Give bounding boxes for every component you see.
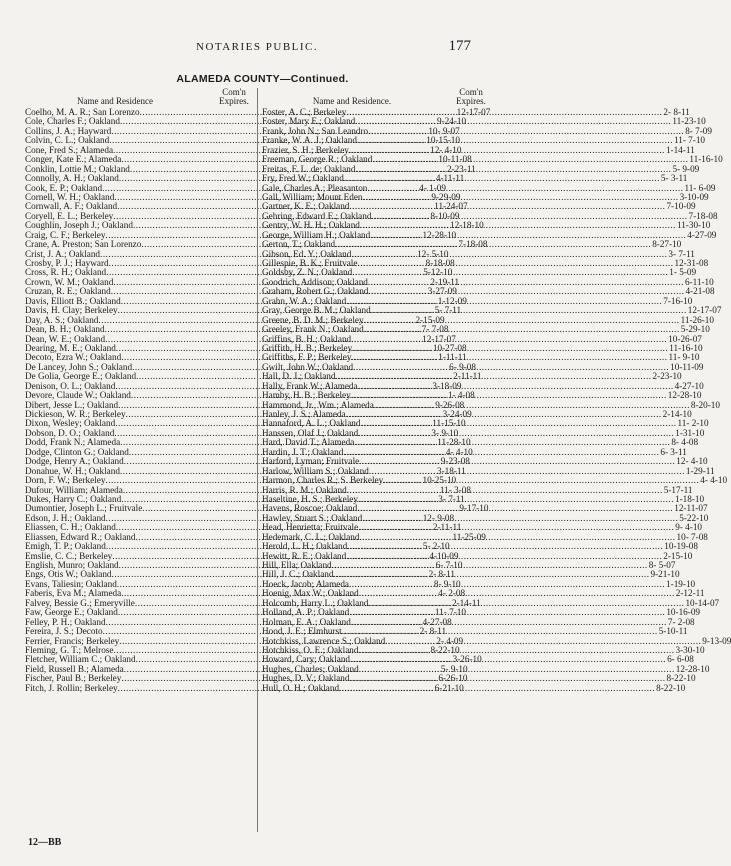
commission-expires: 4-27-08 [422,616,452,627]
commission-expires: 5-22-10 [679,512,709,523]
notary-name-residence: Grahn, W. A.; Oakland [262,295,347,306]
notary-name-residence: Goldsby, Z. N.; Oakland [262,267,353,278]
right-column-header [262,84,494,108]
commission-expires: 10-27-08 [432,342,467,353]
commission-expires: 2-11-11 [453,371,482,382]
commission-expires: 11-24-07 [434,201,468,212]
notary-name-residence: Harlow, William S.; Oakland [262,465,369,476]
notary-name-residence: Griffins, B. H.; Oakland [262,333,352,344]
commission-expires: 10-16-09 [666,607,701,618]
notary-name-residence: Devore, Claude W.; Oakland [25,390,131,401]
notary-name-residence: Hewitt, R. E.; Oakland [262,550,347,561]
commission-expires: 7-18-08 [688,210,718,221]
right-entry-list [262,107,731,693]
notary-name-residence: Dixon, Wesley; Oakland [25,418,116,429]
commission-expires: 11- 3-08 [439,484,471,495]
notary-name-residence: Hoeck, Jacob; Alameda [262,578,349,589]
commission-expires: 4- 1-09 [419,182,446,193]
notary-name-residence: Emigh, T. P.; Oakland [25,541,106,552]
commission-expires: 7-18-08 [458,239,488,250]
notary-name-residence: Goodrich, Addison; Oakland [262,276,368,287]
commission-expires: 4- 4-10 [700,475,728,486]
notary-name-residence: Crist, J. A.; Oakland [25,248,101,259]
notary-name-residence: Dickieson, W. R.; Berkeley [25,409,126,419]
notary-name-residence: Engs, Otis W.; Oakland [25,569,112,580]
notary-name-residence: Hood, J. E.; Elmhurst [262,626,342,637]
commission-expires: 11-26-10 [680,314,714,325]
commission-expires: 5- 9-09 [672,163,700,174]
notary-name-residence: Fry, Fred W.; Oakland [262,173,344,184]
notary-name-residence: English, Munro; Oakland [25,560,119,570]
commission-expires: 12- 4-10 [430,144,462,155]
notary-name-residence: Field, Russell B.; Alameda [25,663,124,674]
notary-name-residence: Colvin, C. L.; Oakland [25,135,110,146]
commission-expires: 1-12-09 [437,295,467,306]
notary-name-residence: Frank, John N.; San Leandro [262,125,369,136]
leader-dots [339,684,655,693]
notary-name-residence: Gillespie, B. K.; Fruitvale [262,258,358,268]
commission-expires: 1-14-11 [665,144,695,155]
commission-expires: 8-27-10 [652,239,682,250]
commission-expires: 9-29-09 [431,191,461,202]
notary-name-residence: Donahue, W. H.; Oakland [25,465,120,476]
notary-name-residence: Falvey, Bessie G.; Emeryville [25,597,135,608]
commission-expires: 6- 3-11 [660,446,687,457]
notary-entry [262,682,686,693]
commission-expires: 10-11-08 [438,154,472,165]
commission-expires: 8- 4-08 [671,437,699,448]
commission-expires: 2-19-11 [430,276,460,287]
commission-expires: 2-23-10 [652,371,682,382]
notary-name-residence: Dobson, D. O.; Oakland [25,427,115,438]
notary-name-residence: Hard, David T.; Alameda [262,437,355,448]
running-head [0,38,525,57]
notary-name-residence: Crosby, P. J.; Hayward [25,258,109,268]
commission-expires: 10- 9-07 [428,125,460,136]
notary-name-residence: Howard, Cary; Oakland [262,654,351,665]
notary-name-residence: Greene, B. D. M.; Berkeley [262,314,364,325]
notary-name-residence: Conger, Kate E.; Alameda [25,154,122,165]
commission-expires: 6-21-10 [434,682,464,693]
commission-expires: 10-26-07 [668,333,702,344]
commission-expires: 12-17-07 [456,107,491,117]
commission-expires: 8- 7-09 [685,125,712,136]
notary-name-residence: Holman, E. A.; Oakland [262,616,351,627]
notary-name-residence: Eliassen, Edward R.; Oakland [25,531,136,542]
commission-expires: 1- 4-08 [447,390,475,401]
notary-name-residence: Davis, H. Clay; Berkeley [25,305,118,316]
notary-name-residence: Crown, W. M.; Oakland [25,276,114,287]
notary-name-residence: Fischer, Paul B.; Berkeley [25,673,122,684]
notary-name-residence: Gall, William; Mount Eden [262,191,363,202]
commission-expires: 7- 7-08 [421,324,449,335]
notary-name-residence: Hanley, J. S.; Alameda [262,409,346,419]
commission-expires: 11- 7-10 [673,135,706,146]
commission-expires: 10-25-10 [422,475,457,486]
commission-expires: 12-11-07 [674,503,708,514]
commission-expires: 2- 8-11 [419,626,447,637]
notary-name-residence: Griffiths, F. P.; Berkeley [262,352,352,363]
notary-name-residence: Coryell, E. L.; Berkeley [25,210,114,221]
notary-name-residence: Foster, Mary E.; Oakland [262,116,356,127]
notary-name-residence: Hull, O. H.; Oakland [262,682,340,693]
commission-expires: 11-23-10 [672,116,706,127]
notary-name-residence: Hill, Ella; Oakland [262,560,332,570]
notary-name-residence: Cornwall, A. F.; Oakland [25,201,118,212]
right-com-label: Com'n [459,87,483,97]
commission-expires: 2-14-10 [662,409,692,419]
commission-expires: 2- 8-11 [428,569,456,580]
commission-expires: 11-16-10 [669,342,703,353]
left-expires-header [211,88,257,106]
notary-name-residence: Ferrier, Francis; Berkeley [25,635,120,646]
notary-name-residence: Day, A. S.; Oakland [25,314,99,325]
commission-expires: 2- 8-11 [663,107,690,117]
notary-name-residence: Freeman, George R.; Oakland [262,154,373,165]
notary-name-residence: Hally, Frank W.; Alameda [262,380,358,391]
notary-name-residence: Emslie, C. C.; Berkeley [25,550,113,561]
notary-name-residence: Dukes, Harry C.; Oakland [25,493,122,504]
commission-expires: 11-30-10 [676,220,711,231]
notary-name-residence: Harmon, Charles R.; S. Berkeley [262,475,384,486]
notary-name-residence: Dean, W. E.; Oakland [25,333,106,344]
notary-name-residence: Hardin, J. T.; Oakland [262,446,344,457]
notary-name-residence: Fleming, G. T.; Melrose [25,644,114,655]
notary-name-residence: Faw, George E.; Oakland [25,607,118,618]
notary-name-residence: Edson, J. H.; Oakland [25,512,106,523]
commission-expires: 8-18-08 [425,258,455,268]
commission-expires: 11- 9-10 [668,352,700,363]
notary-name-residence: Cross, R. H.; Oakland [25,267,107,278]
left-name-header: Name and Residence [77,96,153,106]
commission-expires: 5-29-10 [680,324,710,335]
commission-expires: 1-18-10 [674,493,705,504]
commission-expires: 3- 7-11 [668,248,695,259]
commission-expires: 12- 9-08 [422,512,455,523]
notary-name-residence: Dufour, William; Alameda [25,484,123,495]
notary-name-residence: Hanssen, Olaf J.; Oakland [262,427,359,438]
notary-name-residence: Harford, Lyman; Fruitvale [262,456,360,467]
signature-mark: 12—BB [28,837,62,848]
commission-expires: 5- 2-10 [422,541,450,552]
commission-expires: 12- 5-10 [417,248,449,259]
commission-expires: 2-15-09 [415,314,445,325]
commission-expires: 9-17-10 [459,503,489,514]
notary-name-residence: Hammond, Jr., Wm.; Alameda [262,399,374,410]
commission-expires: 4-27-10 [674,380,704,391]
commission-expires: 9-13-09 [702,635,731,646]
commission-expires: 12-17-07 [687,305,722,316]
commission-expires: 1-11-11 [438,352,467,363]
commission-expires: 7-16-10 [663,295,693,306]
notary-name-residence: Gibson, Ed. Y.; Oakland [262,248,352,259]
notary-name-residence: Hawley, Stuart S.; Oakland [262,512,363,523]
notary-name-residence: Hannaford, A. L.; Oakland [262,418,361,429]
commission-expires: 3-26-10 [452,654,482,665]
commission-expires: 10-11-09 [670,361,704,372]
commission-expires: 3-10-09 [679,191,709,202]
commission-expires: 1-19-10 [666,578,696,589]
commission-expires: 2-14-11 [451,597,481,608]
notary-name-residence: Denison, O. L.; Oakland [25,380,116,391]
commission-expires: 11-15-10 [432,418,466,429]
commission-expires: 5-10-11 [658,626,688,637]
column-divider [257,88,258,832]
notary-name-residence: Craig, C. F.; Berkeley [25,229,106,240]
commission-expires: 8- 5-07 [648,560,676,570]
notary-name-residence: Gentry, W. H. H.; Oakland [262,220,360,231]
commission-expires: 9-26-08 [435,399,465,410]
right-expires-header [448,88,494,106]
notary-name-residence: Fletcher, William C.; Oakland [25,654,136,665]
notary-name-residence: Faberis, Eva M.; Alameda [25,588,122,599]
notary-name-residence: Decoto, Ezra W.; Oakland [25,352,122,363]
notary-name-residence: Eliassen, C. H.; Oakland [25,522,116,533]
notary-name-residence: Coelho, M. A. R.; San Lorenzo [25,107,140,117]
notary-name-residence: Fereira, J. S.; Decoto [25,626,103,637]
commission-expires: 1-31-10 [675,427,705,438]
notary-name-residence: De Golia, George E.; Oakland [25,371,137,382]
commission-expires: 3-18-11 [436,465,466,476]
right-expires-label: Expires. [456,96,486,106]
notary-name-residence: Greeley, Frank N.; Oakland [262,324,364,335]
notary-name-residence: Dumontier, Joseph L.; Fruitvale [25,503,143,514]
notary-name-residence: Collins, J. A.; Hayward [25,125,112,136]
commission-expires: 11- 7-10 [434,607,466,618]
right-column [262,84,731,693]
notary-name-residence: Felley, P. H.; Oakland [25,616,106,627]
notary-name-residence: Hughes, D. V.; Oakland [262,673,350,684]
notary-name-residence: Hotchkiss, O. E.; Oakland [262,644,359,655]
commission-expires: 9-24-10 [437,116,467,127]
commission-expires: 11-25-09 [452,531,486,542]
notary-name-residence: Hughes, Charles; Oakland [262,663,359,674]
notary-name-residence: Graham, Robert G.; Oakland [262,286,369,297]
notary-name-residence: Head, Henrietta; Fruitvale [262,522,359,533]
commission-expires: 8-22-10 [656,682,686,693]
notary-name-residence: Foster, A. C.; Berkeley [262,107,347,117]
commission-expires: 12-28-10 [675,663,710,674]
right-name-header: Name and Residence. [312,96,392,106]
commission-expires: 8-20-10 [690,399,720,410]
commission-expires: 8- 9-10 [433,578,461,589]
notary-name-residence: Dean, B. H.; Oakland [25,324,105,335]
commission-expires: 5- 9-10 [440,663,468,674]
commission-expires: 1-29-11 [685,465,715,476]
notary-name-residence: Hamby, H. B.; Berkeley [262,390,351,401]
commission-expires: 12-28-10 [667,390,702,401]
commission-expires: 2-23-11 [446,163,476,174]
notary-name-residence: Gale, Charles A.; Pleasanton [262,182,368,193]
commission-expires: 9- 4-10 [675,522,703,533]
notary-name-residence: Cook, E. P.; Oakland [25,182,103,193]
running-title: NOTARIES PUBLIC. [196,41,319,53]
notary-name-residence: Holland, A. P.; Oakland [262,607,350,618]
commission-expires: 3-24-09 [442,409,472,419]
commission-expires: 12-28-10 [422,229,457,240]
commission-expires: 9-21-10 [650,569,680,580]
commission-expires: 2-15-10 [663,550,693,561]
commission-expires: 9-23-08 [440,456,470,467]
notary-name-residence: Hill, J. C.; Oakland [262,569,334,580]
commission-expires: 12- 4-10 [676,456,708,467]
notary-name-residence: Crane, A. Preston; San Lorenzo [25,239,142,250]
commission-expires: 7- 2-08 [667,616,695,627]
notary-name-residence: Herold, L. H.; Oakland [262,541,348,552]
notary-name-residence: Dodd, Frank N.; Alameda [25,437,121,448]
commission-expires: 11-28-10 [437,437,471,448]
commission-expires: 3-18-09 [432,380,462,391]
notary-name-residence: Gerton, T.; Oakland [262,239,336,250]
notary-name-residence: Dorn, F. W.; Berkeley [25,475,106,486]
notary-name-residence: Holcomb, Harry L.; Oakland [262,597,369,608]
notary-name-residence: Cornell, W. H.; Oakland [25,191,115,202]
notary-name-residence: Hotchkiss, Lawrence S.; Oakland [262,635,386,646]
notary-name-residence: Gartner, K. E.; Oakland [262,201,350,212]
commission-expires: 12-17-07 [422,333,456,344]
commission-expires: 2- 4-09 [436,635,464,646]
commission-expires: 5-17-11 [663,484,693,495]
section-title: ALAMEDA COUNTY—Continued. [176,73,349,85]
commission-expires: 10-14-07 [685,597,720,608]
commission-expires: 8-22-10 [666,673,696,684]
commission-expires: 4-10-09 [429,550,459,561]
notary-name-residence: De Lancey, John S.; Oakland [25,361,133,372]
commission-expires: 2-11-11 [432,522,462,533]
notary-name-residence: Coughlin, Joseph J.; Oakland [25,220,133,231]
commission-expires: 5- 7-11 [434,305,462,316]
notary-name-residence: Dodge, Henry A.; Oakland [25,456,124,467]
notary-name-residence: Gray, George B. M.; Oakland [262,305,371,316]
notary-name-residence: Evans, Taliesin; Oakland [25,578,117,589]
commission-expires: 3-30-10 [675,644,705,655]
notary-name-residence: Frazier, S. H.; Berkeley [262,144,349,155]
commission-expires: 6-11-10 [684,276,714,287]
commission-expires: 3- 9-10 [431,427,459,438]
notary-name-residence: Havens, Roscoe; Oakland [262,503,358,514]
commission-expires: 4-27-09 [687,229,717,240]
left-expires-label: Expires. [219,96,249,106]
notary-name-residence: Dodge, Clinton G.; Oakland [25,446,129,457]
commission-expires: 2-12-11 [675,588,705,599]
notary-name-residence: Hoenig, Max W.; Oakland [262,588,359,599]
notary-name-residence: Connolly, A. H.; Oakland [25,173,119,184]
left-com-label: Com'n [222,87,246,97]
notary-name-residence: Gwilt, John W.; Oakland [262,361,354,372]
commission-expires: 6- 9-08 [449,361,476,372]
commission-expires: 11- 6-09 [684,182,716,193]
commission-expires: 6-26-10 [438,673,468,684]
commission-expires: 11- 2-10 [677,418,709,429]
commission-expires: 10- 7-08 [676,531,708,542]
notary-name-residence: Fitch, J. Rollin; Berkeley [25,682,118,693]
notary-name-residence: Cone, Fred S.; Alameda [25,144,114,155]
commission-expires: 4-21-08 [685,286,715,297]
commission-expires: 8-22-10 [430,644,460,655]
commission-expires: 3- 7-11 [438,493,465,504]
notary-name-residence: Franke, W. A. J.; Oakland [262,135,357,146]
notary-name-residence: Freitas, F. L. de; Oakland [262,163,356,174]
commission-expires: 1- 5-09 [669,267,697,278]
commission-expires: 7-10-09 [666,201,696,212]
notary-name-residence: Cruzan, R. E.; Oakland [25,286,111,297]
notary-name-residence: Hall, D. J.; Oakland [262,371,336,382]
notary-name-residence: Griffith, H. B.; Berkeley [262,342,353,353]
notary-name-residence: Gehring, Edward E.; Oakland [262,210,372,221]
notary-name-residence: Dibert, Jesse L.; Oakland [25,399,119,410]
commission-expires: 5- 3-11 [660,173,688,184]
commission-expires: 12-31-08 [674,258,709,268]
commission-expires: 10-15-10 [426,135,460,146]
notary-name-residence: Hedemark, C. L.; Oakland [262,531,360,542]
commission-expires: 4- 4-10 [445,446,473,457]
commission-expires: 12-18-10 [450,220,484,231]
notary-name-residence: Harris, R. M.; Oakland [262,484,347,495]
page-number: 177 [448,38,471,54]
notary-name-residence: Davis, Elliott B.; Oakland [25,295,121,306]
commission-expires: 11-16-10 [689,154,723,165]
left-column-header [25,84,257,108]
commission-expires: 4-11-11 [435,173,465,184]
notary-name-residence: Dearing, M. E.; Oakland [25,342,116,353]
notary-name-residence: Haseltine, H. S.; Berkeley [262,493,358,504]
commission-expires: 6- 7-10 [435,560,463,570]
commission-expires: 5-12-10 [423,267,453,278]
commission-expires: 8-10-09 [430,210,460,221]
commission-expires: 3-27-09 [427,286,457,297]
commission-expires: 6- 6-08 [667,654,694,665]
notary-name-residence: George, William H.; Oakland [262,229,371,240]
commission-expires: 4- 2-08 [438,588,466,599]
notary-name-residence: Cole, Charles F.; Oakland [25,116,120,127]
commission-expires: 10-19-08 [664,541,698,552]
notary-name-residence: Conklin, Lottie M.; Oakland [25,163,130,174]
